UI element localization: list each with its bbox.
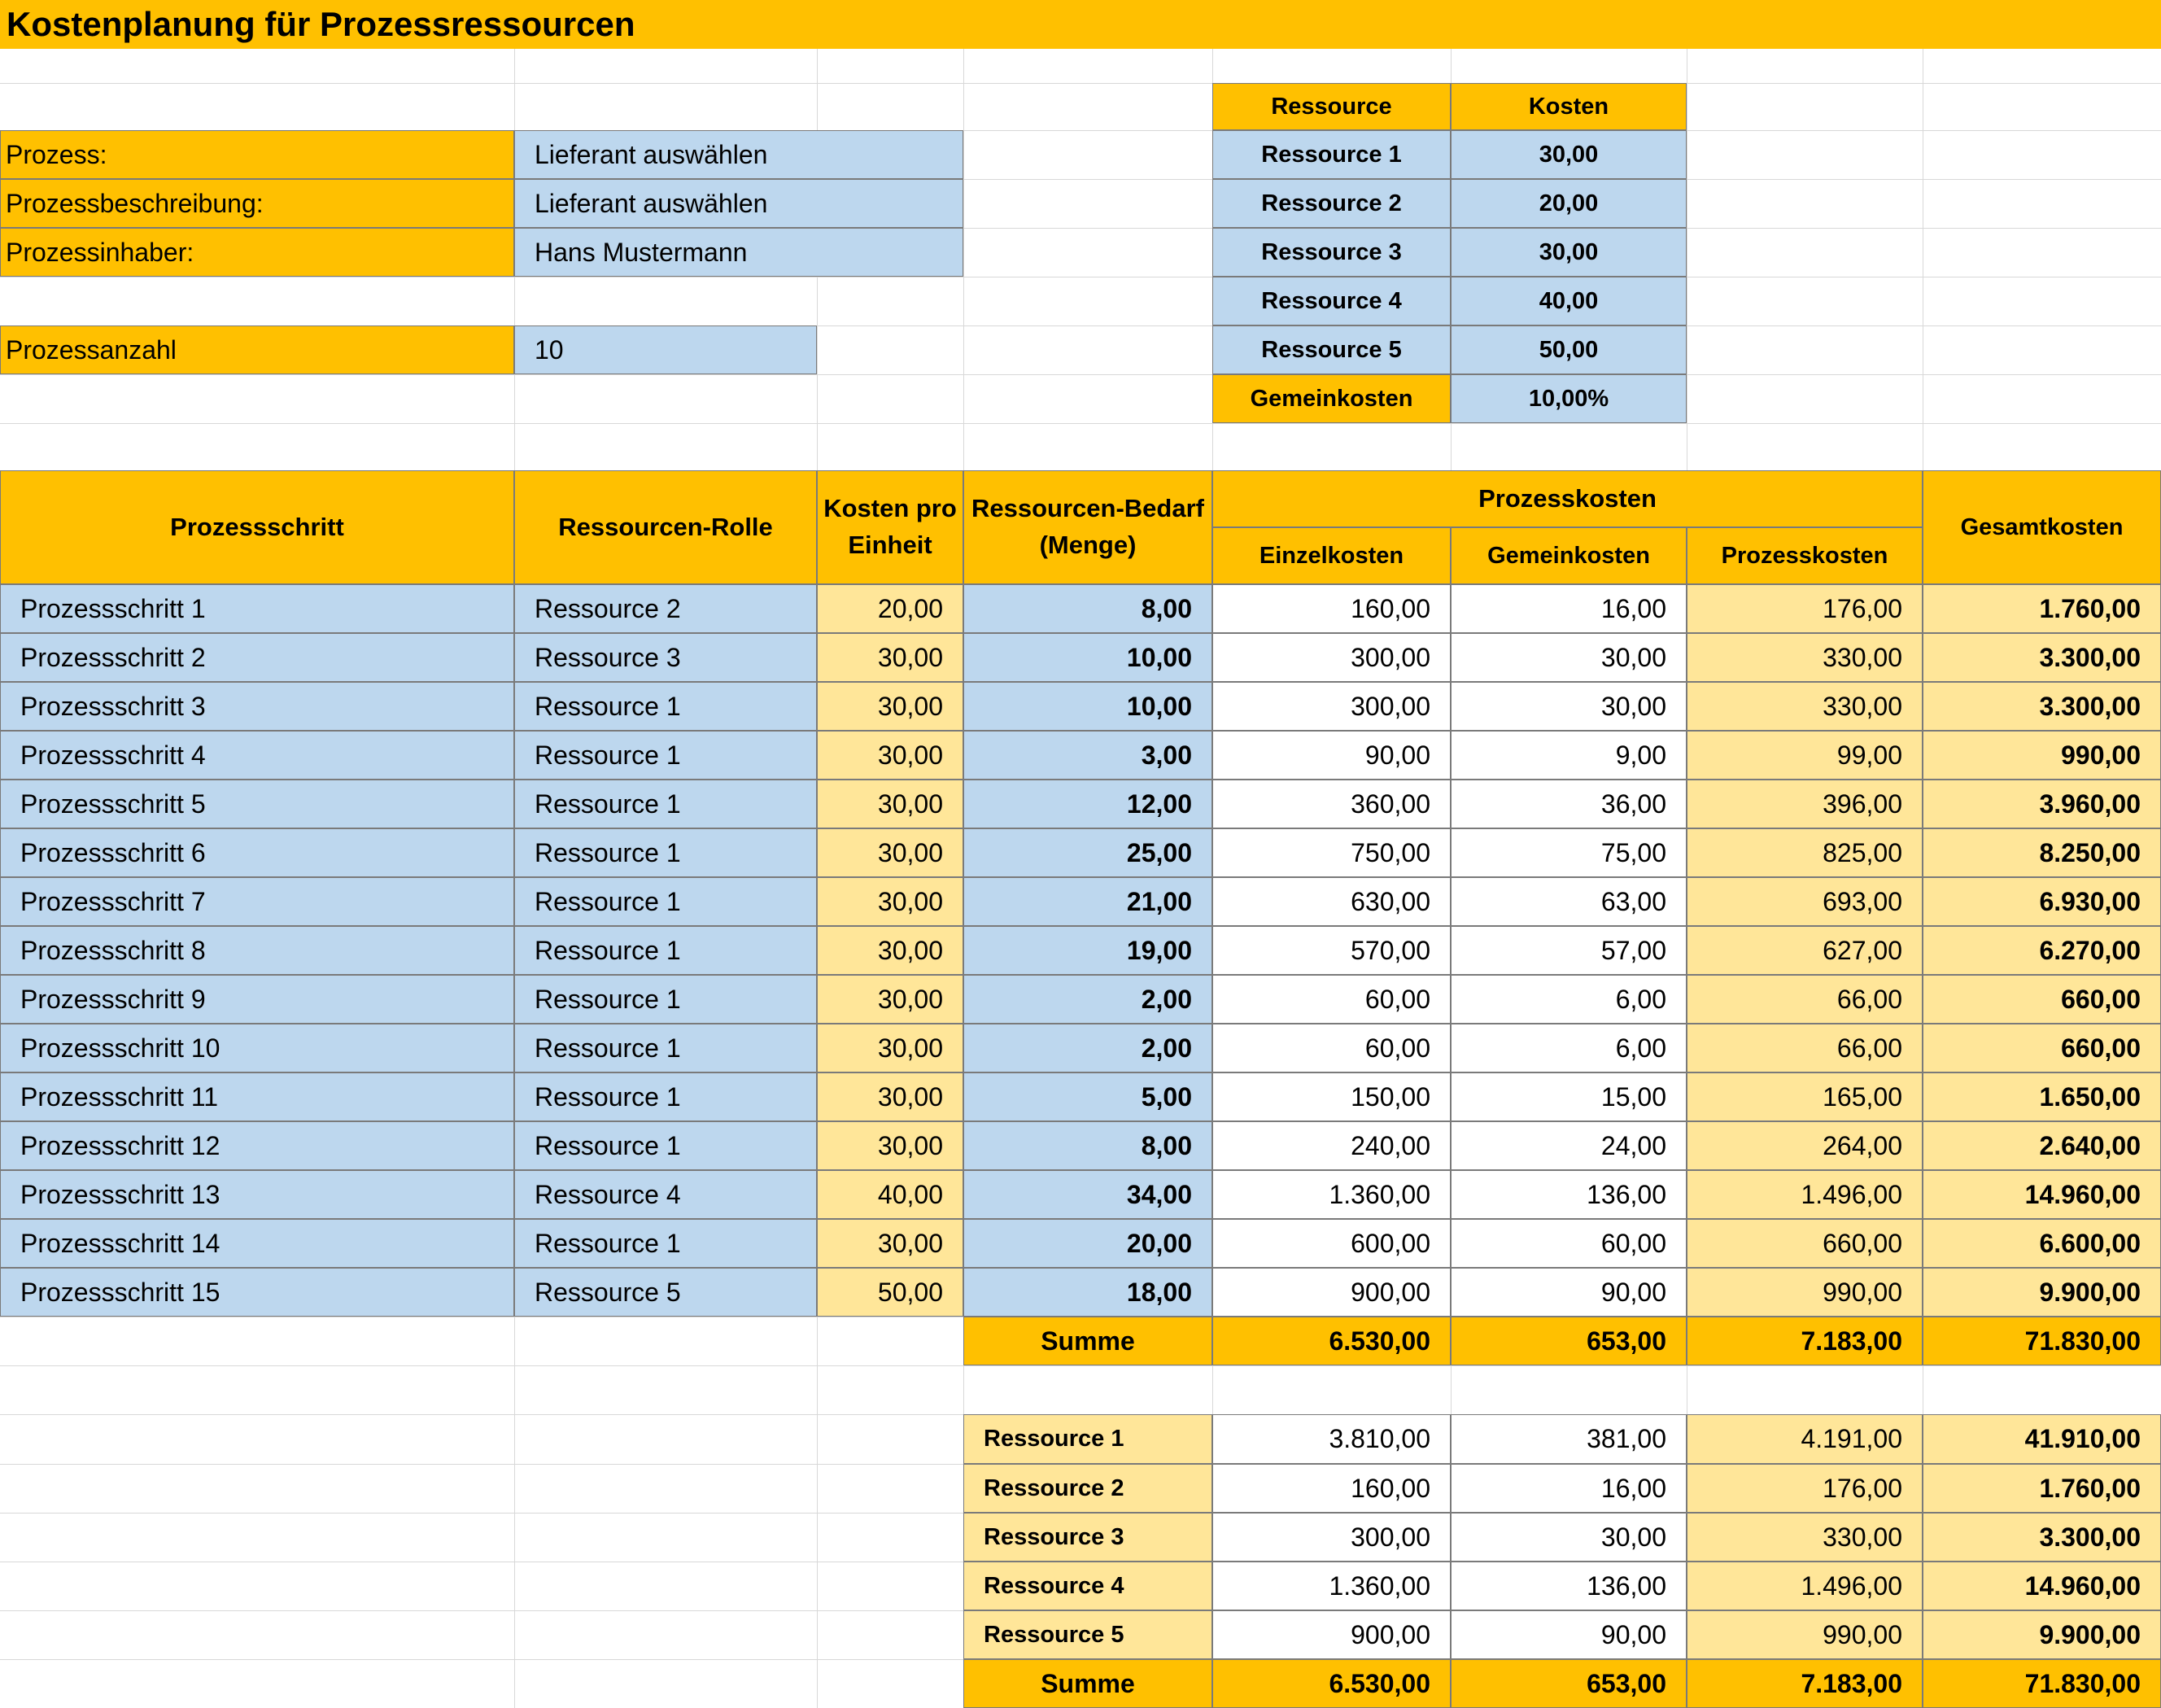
process-cost-cell[interactable]: 825,00: [1687, 828, 1923, 877]
unit-cost-cell[interactable]: 40,00: [817, 1170, 963, 1219]
role-cell[interactable]: Ressource 5: [514, 1268, 817, 1317]
unit-cost-cell[interactable]: 30,00: [817, 780, 963, 828]
overhead-cost-cell[interactable]: 15,00: [1451, 1072, 1687, 1121]
demand-cell[interactable]: 5,00: [963, 1072, 1212, 1121]
step-cell[interactable]: Prozessschritt 1: [0, 584, 514, 633]
header-step[interactable]: Prozessschritt: [0, 470, 514, 584]
unit-cost-cell[interactable]: 30,00: [817, 877, 963, 926]
process-cost-cell[interactable]: 396,00: [1687, 780, 1923, 828]
unit-cost-cell[interactable]: 30,00: [817, 731, 963, 780]
header-unit-cost[interactable]: Kosten pro Einheit: [817, 470, 963, 584]
summary-sum-single[interactable]: 6.530,00: [1212, 1659, 1451, 1708]
summary-total-cell[interactable]: 3.300,00: [1923, 1513, 2161, 1562]
step-cell[interactable]: Prozessschritt 7: [0, 877, 514, 926]
sum-total[interactable]: 71.830,00: [1923, 1317, 2161, 1365]
unit-cost-cell[interactable]: 30,00: [817, 633, 963, 682]
demand-cell[interactable]: 18,00: [963, 1268, 1212, 1317]
overhead-cost-cell[interactable]: 57,00: [1451, 926, 1687, 975]
summary-overhead-cell[interactable]: 90,00: [1451, 1610, 1687, 1659]
overhead-cost-cell[interactable]: 24,00: [1451, 1121, 1687, 1170]
demand-cell[interactable]: 3,00: [963, 731, 1212, 780]
resource-name-cell[interactable]: Ressource 4: [1212, 277, 1451, 325]
single-cost-cell[interactable]: 570,00: [1212, 926, 1451, 975]
process-cost-cell[interactable]: 990,00: [1687, 1268, 1923, 1317]
overhead-cost-cell[interactable]: 9,00: [1451, 731, 1687, 780]
overhead-value[interactable]: 10,00%: [1451, 374, 1687, 423]
header-demand[interactable]: Ressourcen-Bedarf (Menge): [963, 470, 1212, 584]
demand-cell[interactable]: 19,00: [963, 926, 1212, 975]
summary-single-cell[interactable]: 1.360,00: [1212, 1562, 1451, 1610]
resource-name-cell[interactable]: Ressource 2: [1212, 179, 1451, 228]
sum-process[interactable]: 7.183,00: [1687, 1317, 1923, 1365]
unit-cost-cell[interactable]: 30,00: [817, 926, 963, 975]
gridline-horizontal: [0, 83, 2161, 84]
summary-resource-cell[interactable]: Ressource 1: [963, 1414, 1212, 1464]
total-cost-cell[interactable]: 660,00: [1923, 975, 2161, 1024]
process-cost-cell[interactable]: 330,00: [1687, 682, 1923, 731]
process-cost-cell[interactable]: 264,00: [1687, 1121, 1923, 1170]
gridline-horizontal: [0, 374, 2161, 375]
total-cost-cell[interactable]: 1.650,00: [1923, 1072, 2161, 1121]
process-cost-cell[interactable]: 165,00: [1687, 1072, 1923, 1121]
demand-cell[interactable]: 34,00: [963, 1170, 1212, 1219]
single-cost-cell[interactable]: 600,00: [1212, 1219, 1451, 1268]
total-cost-cell[interactable]: 3.300,00: [1923, 682, 2161, 731]
summary-total-cell[interactable]: 14.960,00: [1923, 1562, 2161, 1610]
step-cell[interactable]: Prozessschritt 12: [0, 1121, 514, 1170]
overhead-cost-cell[interactable]: 6,00: [1451, 975, 1687, 1024]
role-cell[interactable]: Ressource 1: [514, 828, 817, 877]
demand-cell[interactable]: 8,00: [963, 584, 1212, 633]
unit-cost-cell[interactable]: 30,00: [817, 1072, 963, 1121]
summary-overhead-cell[interactable]: 136,00: [1451, 1562, 1687, 1610]
summary-resource-cell[interactable]: Ressource 3: [963, 1513, 1212, 1562]
anzahl-label[interactable]: Prozessanzahl: [0, 325, 514, 374]
overhead-cost-cell[interactable]: 63,00: [1451, 877, 1687, 926]
summary-sum-label[interactable]: Summe: [963, 1659, 1212, 1708]
total-cost-cell[interactable]: 660,00: [1923, 1024, 2161, 1072]
resource-name-cell[interactable]: Ressource 3: [1212, 228, 1451, 277]
process-cost-cell[interactable]: 176,00: [1687, 584, 1923, 633]
summary-resource-cell[interactable]: Ressource 5: [963, 1610, 1212, 1659]
role-cell[interactable]: Ressource 4: [514, 1170, 817, 1219]
role-cell[interactable]: Ressource 2: [514, 584, 817, 633]
step-cell[interactable]: Prozessschritt 13: [0, 1170, 514, 1219]
prozess-value[interactable]: Lieferant auswählen: [514, 130, 963, 179]
overhead-cost-cell[interactable]: 36,00: [1451, 780, 1687, 828]
single-cost-cell[interactable]: 60,00: [1212, 975, 1451, 1024]
step-cell[interactable]: Prozessschritt 9: [0, 975, 514, 1024]
single-cost-cell[interactable]: 240,00: [1212, 1121, 1451, 1170]
resource-name-cell[interactable]: Ressource 5: [1212, 325, 1451, 374]
role-cell[interactable]: Ressource 3: [514, 633, 817, 682]
process-cost-cell[interactable]: 66,00: [1687, 975, 1923, 1024]
sheet-title[interactable]: Kostenplanung für Prozessressourcen: [0, 0, 2161, 49]
resource-cost-cell[interactable]: 30,00: [1451, 228, 1687, 277]
header-process-costs-group[interactable]: Prozesskosten: [1212, 470, 1923, 527]
total-cost-cell[interactable]: 6.270,00: [1923, 926, 2161, 975]
beschreibung-value[interactable]: Lieferant auswählen: [514, 179, 963, 228]
demand-cell[interactable]: 2,00: [963, 975, 1212, 1024]
demand-cell[interactable]: 20,00: [963, 1219, 1212, 1268]
resource-name-cell[interactable]: Ressource 1: [1212, 130, 1451, 179]
gridline-horizontal: [0, 1365, 2161, 1366]
resource-cost-cell[interactable]: 40,00: [1451, 277, 1687, 325]
total-cost-cell[interactable]: 2.640,00: [1923, 1121, 2161, 1170]
step-cell[interactable]: Prozessschritt 2: [0, 633, 514, 682]
role-cell[interactable]: Ressource 1: [514, 877, 817, 926]
role-cell[interactable]: Ressource 1: [514, 1072, 817, 1121]
total-cost-cell[interactable]: 9.900,00: [1923, 1268, 2161, 1317]
step-cell[interactable]: Prozessschritt 15: [0, 1268, 514, 1317]
demand-cell[interactable]: 21,00: [963, 877, 1212, 926]
overhead-cost-cell[interactable]: 30,00: [1451, 633, 1687, 682]
overhead-cost-cell[interactable]: 30,00: [1451, 682, 1687, 731]
total-cost-cell[interactable]: 6.930,00: [1923, 877, 2161, 926]
unit-cost-cell[interactable]: 30,00: [817, 975, 963, 1024]
demand-cell[interactable]: 10,00: [963, 682, 1212, 731]
header-single[interactable]: Einzelkosten: [1212, 527, 1451, 584]
role-cell[interactable]: Ressource 1: [514, 731, 817, 780]
summary-single-cell[interactable]: 160,00: [1212, 1464, 1451, 1513]
role-cell[interactable]: Ressource 1: [514, 975, 817, 1024]
summary-resource-cell[interactable]: Ressource 4: [963, 1562, 1212, 1610]
summary-single-cell[interactable]: 900,00: [1212, 1610, 1451, 1659]
demand-cell[interactable]: 2,00: [963, 1024, 1212, 1072]
summary-total-cell[interactable]: 41.910,00: [1923, 1414, 2161, 1464]
header-overhead[interactable]: Gemeinkosten: [1451, 527, 1687, 584]
summary-total-cell[interactable]: 1.760,00: [1923, 1464, 2161, 1513]
overhead-cost-cell[interactable]: 90,00: [1451, 1268, 1687, 1317]
summary-resource-cell[interactable]: Ressource 2: [963, 1464, 1212, 1513]
overhead-label[interactable]: Gemeinkosten: [1212, 374, 1451, 423]
process-cost-cell[interactable]: 66,00: [1687, 1024, 1923, 1072]
overhead-cost-cell[interactable]: 60,00: [1451, 1219, 1687, 1268]
resource-cost-cell[interactable]: 50,00: [1451, 325, 1687, 374]
step-cell[interactable]: Prozessschritt 10: [0, 1024, 514, 1072]
role-cell[interactable]: Ressource 1: [514, 780, 817, 828]
single-cost-cell[interactable]: 1.360,00: [1212, 1170, 1451, 1219]
overhead-cost-cell[interactable]: 136,00: [1451, 1170, 1687, 1219]
summary-process-cell[interactable]: 176,00: [1687, 1464, 1923, 1513]
cost-header[interactable]: Kosten: [1451, 83, 1687, 130]
header-role[interactable]: Ressourcen-Rolle: [514, 470, 817, 584]
total-cost-cell[interactable]: 3.960,00: [1923, 780, 2161, 828]
total-cost-cell[interactable]: 3.300,00: [1923, 633, 2161, 682]
single-cost-cell[interactable]: 750,00: [1212, 828, 1451, 877]
single-cost-cell[interactable]: 150,00: [1212, 1072, 1451, 1121]
overhead-cost-cell[interactable]: 6,00: [1451, 1024, 1687, 1072]
step-cell[interactable]: Prozessschritt 5: [0, 780, 514, 828]
step-cell[interactable]: Prozessschritt 14: [0, 1219, 514, 1268]
anzahl-value[interactable]: 10: [514, 325, 817, 374]
total-cost-cell[interactable]: 8.250,00: [1923, 828, 2161, 877]
summary-total-cell[interactable]: 9.900,00: [1923, 1610, 2161, 1659]
sum-label[interactable]: Summe: [963, 1317, 1212, 1365]
overhead-cost-cell[interactable]: 75,00: [1451, 828, 1687, 877]
step-cell[interactable]: Prozessschritt 8: [0, 926, 514, 975]
single-cost-cell[interactable]: 300,00: [1212, 633, 1451, 682]
role-cell[interactable]: Ressource 1: [514, 1024, 817, 1072]
resource-header[interactable]: Ressource: [1212, 83, 1451, 130]
summary-overhead-cell[interactable]: 381,00: [1451, 1414, 1687, 1464]
summary-process-cell[interactable]: 330,00: [1687, 1513, 1923, 1562]
inhaber-label[interactable]: Prozessinhaber:: [0, 228, 514, 277]
gridline-horizontal: [0, 423, 2161, 424]
header-process[interactable]: Prozesskosten: [1687, 527, 1923, 584]
single-cost-cell[interactable]: 60,00: [1212, 1024, 1451, 1072]
summary-process-cell[interactable]: 4.191,00: [1687, 1414, 1923, 1464]
single-cost-cell[interactable]: 900,00: [1212, 1268, 1451, 1317]
summary-single-cell[interactable]: 300,00: [1212, 1513, 1451, 1562]
process-cost-cell[interactable]: 693,00: [1687, 877, 1923, 926]
resource-cost-cell[interactable]: 20,00: [1451, 179, 1687, 228]
unit-cost-cell[interactable]: 50,00: [817, 1268, 963, 1317]
prozess-label[interactable]: Prozess:: [0, 130, 514, 179]
demand-cell[interactable]: 25,00: [963, 828, 1212, 877]
process-cost-cell[interactable]: 330,00: [1687, 633, 1923, 682]
step-cell[interactable]: Prozessschritt 3: [0, 682, 514, 731]
step-cell[interactable]: Prozessschritt 4: [0, 731, 514, 780]
sum-single[interactable]: 6.530,00: [1212, 1317, 1451, 1365]
step-cell[interactable]: Prozessschritt 11: [0, 1072, 514, 1121]
unit-cost-cell[interactable]: 30,00: [817, 1024, 963, 1072]
role-cell[interactable]: Ressource 1: [514, 1121, 817, 1170]
step-cell[interactable]: Prozessschritt 6: [0, 828, 514, 877]
sum-overhead[interactable]: 653,00: [1451, 1317, 1687, 1365]
demand-cell[interactable]: 8,00: [963, 1121, 1212, 1170]
role-cell[interactable]: Ressource 1: [514, 1219, 817, 1268]
total-cost-cell[interactable]: 990,00: [1923, 731, 2161, 780]
summary-sum-overhead[interactable]: 653,00: [1451, 1659, 1687, 1708]
single-cost-cell[interactable]: 630,00: [1212, 877, 1451, 926]
unit-cost-cell[interactable]: 30,00: [817, 682, 963, 731]
header-total[interactable]: Gesamtkosten: [1923, 470, 2161, 584]
summary-sum-process[interactable]: 7.183,00: [1687, 1659, 1923, 1708]
process-cost-cell[interactable]: 1.496,00: [1687, 1170, 1923, 1219]
summary-overhead-cell[interactable]: 30,00: [1451, 1513, 1687, 1562]
process-cost-cell[interactable]: 627,00: [1687, 926, 1923, 975]
role-cell[interactable]: Ressource 1: [514, 926, 817, 975]
inhaber-value[interactable]: Hans Mustermann: [514, 228, 963, 277]
single-cost-cell[interactable]: 90,00: [1212, 731, 1451, 780]
role-cell[interactable]: Ressource 1: [514, 682, 817, 731]
overhead-cost-cell[interactable]: 16,00: [1451, 584, 1687, 633]
single-cost-cell[interactable]: 360,00: [1212, 780, 1451, 828]
single-cost-cell[interactable]: 160,00: [1212, 584, 1451, 633]
summary-sum-total[interactable]: 71.830,00: [1923, 1659, 2161, 1708]
resource-cost-cell[interactable]: 30,00: [1451, 130, 1687, 179]
unit-cost-cell[interactable]: 30,00: [817, 1219, 963, 1268]
total-cost-cell[interactable]: 14.960,00: [1923, 1170, 2161, 1219]
beschreibung-label[interactable]: Prozessbeschreibung:: [0, 179, 514, 228]
unit-cost-cell[interactable]: 30,00: [817, 828, 963, 877]
process-cost-cell[interactable]: 99,00: [1687, 731, 1923, 780]
summary-process-cell[interactable]: 1.496,00: [1687, 1562, 1923, 1610]
demand-cell[interactable]: 10,00: [963, 633, 1212, 682]
unit-cost-cell[interactable]: 30,00: [817, 1121, 963, 1170]
single-cost-cell[interactable]: 300,00: [1212, 682, 1451, 731]
summary-process-cell[interactable]: 990,00: [1687, 1610, 1923, 1659]
unit-cost-cell[interactable]: 20,00: [817, 584, 963, 633]
summary-overhead-cell[interactable]: 16,00: [1451, 1464, 1687, 1513]
process-cost-cell[interactable]: 660,00: [1687, 1219, 1923, 1268]
total-cost-cell[interactable]: 6.600,00: [1923, 1219, 2161, 1268]
total-cost-cell[interactable]: 1.760,00: [1923, 584, 2161, 633]
demand-cell[interactable]: 12,00: [963, 780, 1212, 828]
summary-single-cell[interactable]: 3.810,00: [1212, 1414, 1451, 1464]
